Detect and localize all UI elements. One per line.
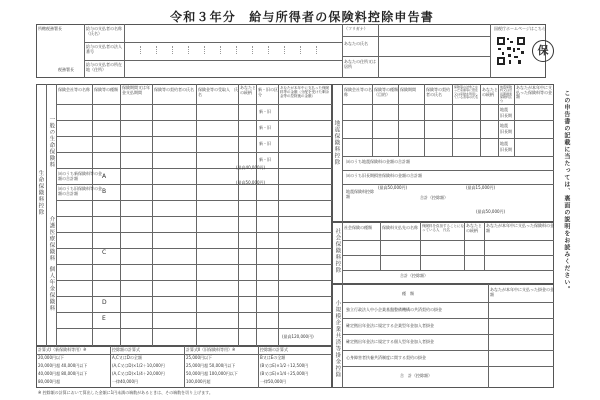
box-c-label: C (102, 249, 107, 256)
social-sum-label: 合計（控除額） (400, 273, 428, 278)
col-new-old: 新・旧の区分 (258, 87, 278, 97)
calc-r3c3: 50,000円超 100,000円以下 (186, 371, 238, 376)
payer-number-label: 給与の支払者の法人番号 (86, 44, 122, 54)
qr-caption: 国税庁ホームページはこちら (494, 26, 546, 31)
office-label: 所轄税務署長 (38, 26, 62, 31)
sb-row-3: 確定拠出年金法に規定する個人型年金加入者掛金 (346, 339, 434, 344)
calc-r3c2: (A,C又はD)×1/4＋20,000円 (112, 371, 165, 376)
old-total-label: ⒜のうち旧保険料等の金額の合計額 (58, 186, 102, 196)
your-address-field[interactable] (380, 58, 488, 76)
eq-col-relation: あなたとの続柄 (482, 87, 498, 97)
payer-address-label: 給与の支払者の所在地（住所） (86, 62, 122, 72)
eq-quake-2[interactable]: 地震 (500, 123, 508, 128)
social-col-type: 社会保険の種類 (344, 225, 372, 230)
eq-col-type: 保険等の種類（目的） (374, 87, 398, 97)
small-business-title: 小規模企業共済等掛金控除 (334, 300, 341, 378)
new-old-1[interactable]: 新・旧 (259, 109, 271, 114)
calc-r4c3: 100,000円超 (186, 379, 211, 384)
office-suffix: 税務署長 (58, 67, 74, 72)
life-insurance-section (36, 84, 332, 346)
eq-total-oldlong: ⒜のうち旧長期損害保険料の金額の合計額 (346, 173, 422, 178)
eq-total-quake: ⒜のうち地震保険料の金額の合計額 (346, 159, 410, 164)
sb-row-2: 確定拠出年金法に規定する企業型年金加入者掛金 (346, 323, 434, 328)
office-field[interactable] (40, 38, 80, 58)
eq-deduction-label: 地震保険料控除額 (346, 189, 374, 199)
box-e-label: E (102, 315, 106, 322)
payer-name-label: 給与の支払者の名称（氏名） (86, 26, 122, 36)
eq-sum-label: 合計（控除額） (420, 195, 448, 200)
life-section-title: 生命保険料控除 (37, 170, 44, 216)
payer-number-field[interactable] (126, 44, 340, 58)
eq-col-company: 保険会社等の名称 (344, 87, 372, 97)
col-company: 保険会社等の名称 (58, 87, 90, 92)
eq-oldlong-1[interactable]: 旧長期 (500, 113, 512, 118)
general-label: 一般の生命保険料 (48, 116, 55, 168)
social-col-payee: 保険料支払先の名称 (382, 225, 418, 230)
calc-r4c4: 一律50,000円 (260, 379, 286, 384)
calc-h4: 控除額の計算式 (260, 347, 288, 352)
payer-name-field[interactable] (126, 26, 340, 40)
social-col-amount: あなたが本年中に支払った保険料の金額 (486, 223, 554, 233)
your-name-field[interactable] (380, 38, 488, 54)
calc-r3c4: (B又はE)×1/4＋25,000円 (260, 371, 309, 376)
calc-r1c4: B又はEの全額 (260, 355, 286, 360)
side-note: この申告書の記載に当たっては、裏面の説明をお読みください。 (562, 90, 570, 293)
your-address-label: あなたの住所又は居所 (344, 59, 376, 69)
eq-quake-3[interactable]: 地震 (500, 141, 508, 146)
eq-col-contractor: 保険等の契約者の氏名 (426, 87, 450, 97)
max-50k-1: (最高50,000円) (236, 180, 266, 185)
new-old-2[interactable]: 新・旧 (259, 125, 271, 130)
earthquake-title: 地震保険料控除 (333, 120, 340, 166)
col-amount: あなたが本年中に支払った保険料等の金額（分配を受けた剰余金等の控除後の金額） (280, 86, 329, 99)
box-a-label: A (102, 173, 107, 180)
eq-col-period: 保険期間 (400, 87, 416, 92)
max-40k-1: (最高40,000円) (236, 165, 266, 170)
box-d-label: D (102, 299, 107, 306)
eq-quake-1[interactable]: 地震 (500, 107, 508, 112)
calc-r1c2: A,C又はDの全額 (112, 355, 142, 360)
care-label: 介護医療保険料 (48, 216, 55, 262)
seal-icon: 保 (532, 40, 554, 62)
calc-h2: 控除額の計算式 (112, 347, 140, 352)
calc-h3: 計算式Ⅱ（旧保険料等用）※ (186, 347, 236, 352)
eq-col-amount: あなたが本年中に支払った保険料等の金額 (516, 85, 552, 100)
eq-col-resident: 保険等の対象となった家屋等に居住又は家財を利用している者等の氏名 (454, 85, 479, 100)
calc-r2c4: (B又はE)×1/2＋12,500円 (260, 363, 309, 368)
calc-r2c2: (A,C又はD)×1/2＋10,000円 (112, 363, 165, 368)
calc-h1: 計算式Ⅰ（新保険料等用）※ (38, 347, 87, 352)
eq-max-15k: (最高15,000円) (466, 185, 496, 190)
col-period: 保険期間又は年金支払期間 (122, 85, 150, 95)
eq-max-50k-b: (最高50,000円) (476, 209, 506, 214)
calc-footnote: ※ 控除額の計算において算出した金額に1円未満の端数があるときは、その端数を切り上げます。 (38, 390, 213, 395)
calc-r1c1: 20,000円以下 (38, 355, 64, 360)
col-type: 保険等の種類 (94, 87, 118, 92)
social-col-relation: あなたとの続柄 (466, 223, 482, 233)
calc-r1c3: 25,000円以下 (186, 355, 212, 360)
sb-amount-header: あなたが本年中に支払った掛金の金額 (490, 287, 554, 297)
eq-col-class: 地震保険料又は旧長期損害保険料区分 (500, 85, 513, 103)
qr-code-icon (496, 36, 526, 66)
calc-r4c2: 一律40,000円 (112, 379, 138, 384)
box-b-label: B (102, 188, 107, 195)
calc-r2c1: 20,000円超 40,000円以下 (38, 363, 88, 368)
form-title: 令和３年分 給与所得者の保険料控除申告書 (170, 10, 435, 24)
col-contractor: 保険等の契約者の氏名 (154, 87, 194, 92)
col-relation: あなたとの続柄 (240, 85, 256, 95)
furigana-label: （フリガナ） (344, 26, 368, 31)
sb-sum-label: 合 計（控除額） (400, 373, 432, 378)
sb-row-4: 心身障害者扶養共済制度に関する契約の掛金 (346, 355, 426, 360)
eq-oldlong-2[interactable]: 旧長期 (500, 129, 512, 134)
sb-row-1: 独立行政法人中小企業基盤整備機構の共済契約の掛金 (346, 307, 442, 312)
your-name-label: あなたの氏名 (344, 41, 368, 46)
payer-address-field[interactable] (126, 62, 340, 76)
eq-max-50k: (最高50,000円) (378, 185, 408, 190)
col-recipient: 保険金等の受取人 氏名 (198, 87, 238, 97)
social-title: 社会保険料控除 (334, 228, 341, 274)
sb-type-header: 種 類 (402, 291, 414, 296)
small-business-section (332, 284, 554, 388)
social-col-bearer: 保険料を負担することになっている人 氏名 (422, 224, 464, 233)
calc-r2c3: 25,000円超 50,000円以下 (186, 363, 236, 368)
calc-r4c1: 80,000円超 (38, 379, 60, 384)
eq-oldlong-3[interactable]: 旧長期 (500, 147, 512, 152)
furigana-field[interactable] (380, 26, 488, 35)
pension-label: 個人年金保険料 (48, 266, 55, 312)
calc-r3c1: 40,000円超 80,000円以下 (38, 371, 88, 376)
new-total-label: ⒜のうち新保険料等の金額の合計額 (58, 171, 102, 181)
max-120k: (最高120,000円) (282, 334, 314, 339)
new-old-4[interactable]: 新・旧 (259, 157, 271, 162)
new-old-3[interactable]: 新・旧 (259, 141, 271, 146)
